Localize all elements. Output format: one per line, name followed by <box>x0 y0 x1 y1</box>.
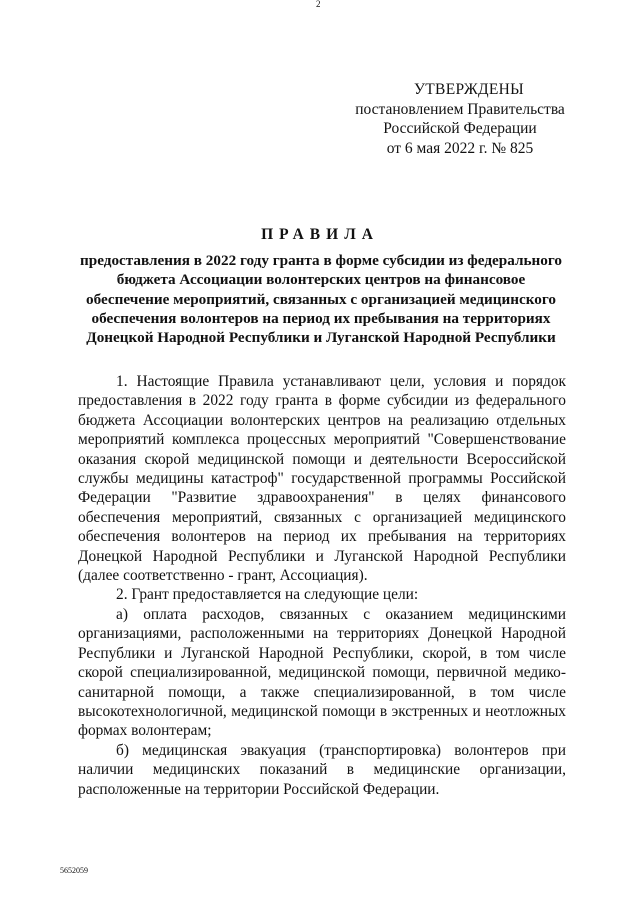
approval-line-3: от 6 мая 2022 г. № 825 <box>386 139 534 157</box>
document-subtitle: предоставления в 2022 году гранта в форме субсидии из федерального бюджета Ассоциации волонтерских центров на финансовое обеспечение мероприятий, связанных с организацией медицинского обеспечения волонтеров на период их пребывания на территориях Донецкой Народной Республики и Луганской Народной Республики <box>80 252 562 347</box>
approval-block <box>320 80 600 158</box>
paragraph-2: 2. Грант предоставляется на следующие цели: <box>116 586 419 604</box>
approval-line-1: постановлением Правительства <box>355 100 565 118</box>
paragraph-2a: а) оплата расходов, связанных с оказанием медицинскими организациями, расположенными на территориях Донецкой Народной Республики и Луганской Народной Республики, скорой, в том числе скорой специализированной, медицинской помощи, первичной медико-санитарной помощи, а также специализированной, в том числе высокотехнологичной, медицинской помощи в экстренных и неотложных формах волонтерам; <box>78 605 566 740</box>
approval-status: УТВЕРЖДЕНЫ <box>414 81 524 98</box>
paragraph-2b: б) медицинская эвакуация (транспортировка) волонтеров при наличии медицинских показаний в медицинские организации, расположенные на территории Российской Федерации. <box>78 741 566 798</box>
paragraph-1: 1. Настоящие Правила устанавливают цели, условия и порядок предоставления в 2022 году гранта в форме субсидии из федерального бюджета Ассоциации волонтерских центров на реализацию отдельных мероприятий комплекса процессных мероприятий "Совершенствование оказания скорой медицинской помощи и деятельности Всероссийской службы медицины катастроф" государственной программы Российской Федерации "Развитие здравоохранения" в целях финансового обеспечения мероприятий, связанных с организацией медицинского обеспечения волонтеров на период их пребывания на территориях Донецкой Народной Республики и Луганской Народной Республики (далее соответственно - грант, Ассоциация). <box>78 373 566 585</box>
approval-line-2: Российской Федерации <box>383 120 537 137</box>
document-id: 5652059 <box>60 866 88 875</box>
document-title: ПРАВИЛА <box>261 226 379 243</box>
page-number: 2 <box>316 0 321 9</box>
document-body <box>78 372 566 799</box>
